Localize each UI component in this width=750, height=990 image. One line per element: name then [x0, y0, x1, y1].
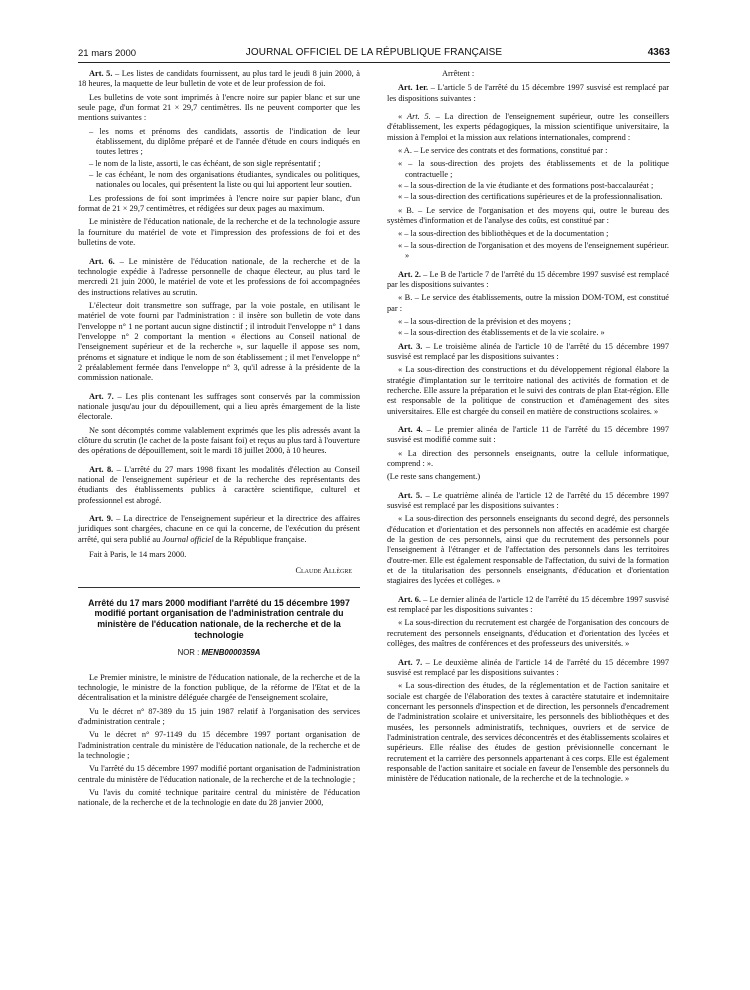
vu-decret-1987: Vu le décret n° 87-389 du 15 juin 1987 relatif à l'organisation des services d'administration centrale ;	[78, 706, 360, 726]
article-text: – Le deuxième alinéa de l'article 14 de l'arrêté du 15 décembre 1997 susvisé est remplacé par les dispositions suivantes :	[387, 657, 670, 677]
article-2-quote: « B. – Le service des établissements, outre la mission DOM-TOM, est constitué par :	[387, 293, 669, 313]
quote-mark: «	[398, 112, 407, 122]
article-label: Art. 7.	[89, 391, 114, 401]
list-item: « – la sous-direction des bibliothèques et de la documentation ;	[398, 229, 609, 239]
article-4	[387, 425, 669, 446]
service-b: « B. – Le service de l'organisation et des moyens qui, outre le bureau des systèmes d'information et de l'analyse des coûts, est constitué par :	[387, 205, 669, 226]
article-label: Art. 6.	[398, 594, 421, 604]
article-1-quote	[387, 112, 669, 143]
article-4-rest: (Le reste sans changement.)	[387, 472, 481, 482]
article-label: Art. 8.	[89, 464, 114, 474]
article-9	[78, 514, 360, 545]
arrete-title: Arrêté du 17 mars 2000 modifiant l'arrêté du 15 décembre 1997 modifié portant organisation de l'administration centrale du ministère de l'éducation nationale, de la recherche et de la technologie	[88, 597, 350, 640]
article-2-list	[387, 317, 669, 339]
service-a: « A. – Le service des contrats et des formations, constitué par :	[398, 146, 608, 156]
arretent: Arrêtent :	[442, 69, 475, 78]
article-3	[387, 342, 669, 363]
right-column	[387, 69, 669, 788]
article-text: – Le troisième alinéa de l'article 10 de l'arrêté du 15 décembre 1997 susvisé est remplacé par les dispositions suivantes :	[387, 341, 669, 361]
article-text: de la République française.	[213, 534, 307, 544]
article-label: Art. 7.	[398, 657, 423, 667]
article-4-quote: « La direction des personnels enseignants, outre la cellule informatique, comprend : ».	[387, 448, 669, 468]
nor-code: MENB0000359A	[201, 648, 261, 658]
fait-a-paris: Fait à Paris, le 14 mars 2000.	[89, 550, 187, 560]
article-text: – Le premier alinéa de l'article 11 de l'arrêté du 15 décembre 1997 susvisé est modifié comme suit :	[387, 424, 669, 445]
left-column	[78, 69, 360, 812]
article-text: – L'arrêté du 27 mars 1998 fixant les modalités d'élection au Conseil national de l'enseignement supérieur et de la recherche des représentants des étudiants des établissements publics à caractère scientifique, culturel et professionnel est abrogé.	[78, 464, 360, 505]
article-6-right	[387, 595, 669, 616]
article-label: Art. 6.	[89, 256, 115, 266]
paragraph-bulletins: Les bulletins de vote sont imprimés à l'encre noire sur papier blanc et sur une seule page, d'un format 21 × 29,7 centimètres. Ils ne peuvent comporter que les mentions suivantes :	[78, 92, 360, 123]
list-item: – les noms et prénoms des candidats, assortis de l'indication de leur établissement, du diplôme préparé et de l'année d'étude en cours indiqués en toutes lettres ;	[89, 126, 360, 157]
article-7	[78, 392, 360, 423]
article-1	[387, 83, 669, 104]
article-2	[387, 270, 669, 291]
signature: Claude Allègre	[295, 566, 352, 576]
list-item: « – la sous-direction des projets des établissements et de la politique contractuelle ;	[398, 159, 669, 179]
vu-arrete-1997: Vu l'arrêté du 15 décembre 1997 modifié portant organisation de l'administration centrale du ministère de l'éducation nationale, de la recherche et de la technologie ;	[78, 764, 360, 784]
article-label: Art. 2.	[398, 269, 422, 279]
header-page-number: 4363	[647, 47, 670, 58]
list-item: « – la sous-direction des établissements et de la vie scolaire. »	[398, 328, 605, 338]
article-text: – La directrice de l'enseignement supérieur et la directrice des affaires juridiques sont chargées, chacune en ce qui la concerne, de l'exécution du présent arrêté, qui sera publié au	[78, 514, 360, 544]
article-3-quote: « La sous-direction des constructions et du développement régional élabore la stratégie d'implantation sur le territoire national des activités de formation et de recherche. Elle assure la préparation et le suivi des contrats de plan Etat-région. Elle est responsable de la politique de construction et d'aménagement des sites universitaires. Elle est chargée du conseil en matière de constructions scolaires. »	[387, 365, 669, 416]
article-label: Art. 3.	[398, 341, 423, 351]
separator-line	[78, 587, 360, 588]
list-item: – le cas échéant, le nom des organisations étudiantes, syndicales ou politiques, nationales ou locales, qui présentent la liste ou qui lui apportent leur soutien.	[89, 170, 360, 190]
service-a-list	[387, 159, 669, 202]
paragraph-electeur: L'électeur doit transmettre son suffrage, par la voie postale, en utilisant le matériel de vote fourni par l'administration : il insère son bulletin de vote dans l'enveloppe n° 1 ne portant aucun signe distinctif ; il introduit l'enveloppe n° 1 dans l'enveloppe n° 2 comportant la mention « élections au Conseil national de l'enseignement supérieur et de la recherche », sur laquelle il appose ses nom, prénoms et signature et indique le nom de son établissement ; il met l'enveloppe n° 2 préalablement fermée dans l'enveloppe n° 3, qu'il adresse à la présidente de la commission nationale.	[78, 300, 360, 383]
quote-text: – La direction de l'enseignement supérieur, outre les conseillers d'établissement, les experts pédagogiques, la mission scientifique universitaire, la mission à l'emploi et la mission aux relations internationales, comprend :	[387, 112, 669, 142]
header-journal-title: JOURNAL OFFICIEL DE LA RÉPUBLIQUE FRANÇAISE	[245, 47, 503, 58]
list-item: « – la sous-direction de l'organisation et des moyens de l'enseignement supérieur. »	[398, 240, 669, 261]
article-5-quote: « La sous-direction des personnels enseignants du second degré, des personnels d'éducation et d'orientation et des personnels non affectés en académie est chargée de la gestion de ces personnels, ainsi que du recrutement des personnels pour l'enseignement à l'étranger et de l'affectation des personnels dans les territoires d'outre-mer. Elle est également responsable de l'affectation, du suivi de la formation et de la titularisation des personnels enseignants, d'éducation et d'orientation stagiaires des lycées et collèges. »	[387, 514, 669, 586]
article-label: Art. 5.	[89, 69, 113, 78]
nor-label: NOR :	[177, 648, 202, 658]
article-text: – Le quatrième alinéa de l'article 12 de l'arrêté du 15 décembre 1997 susvisé est remplacé par les dispositions suivantes :	[387, 490, 670, 511]
nor-reference	[78, 648, 360, 658]
header-date: 21 mars 2000	[78, 48, 137, 59]
article-text: – L'article 5 de l'arrêté du 15 décembre 1997 susvisé est remplacé par les dispositions suivantes :	[387, 83, 669, 103]
page-header	[78, 46, 670, 63]
paragraph-professions: Les professions de foi sont imprimées à l'encre noire sur papier blanc, d'un format de 21 × 29,7 centimètres, et rédigées sur deux pages au maximum.	[78, 193, 360, 214]
article-5	[78, 69, 360, 90]
article-text: – Le ministère de l'éducation nationale, de la recherche et de la technologie expédie à l'adresse personnelle de chaque électeur, au plus tard le mercredi 21 juin 2000, le matériel de vote et les professions de foi accompagnées des instructions relatives au scrutin.	[78, 256, 361, 297]
service-b-list	[387, 229, 669, 261]
article-6-quote: « La sous-direction du recrutement est chargée de l'organisation des concours de recrutement des personnels enseignants, d'éducation et d'orientation des lycées et collèges, des maîtres de conférences et des professeurs des universités. »	[387, 618, 669, 649]
article-label: Art. 1er.	[398, 83, 429, 93]
article-text: – Les listes de candidats fournissent, au plus tard le jeudi 8 juin 2000, à 18 heures, la maquette de leur bulletin de vote et de leur profession de foi.	[78, 69, 360, 89]
list-item: « – la sous-direction des certifications supérieures et de la professionnalisation.	[398, 192, 663, 202]
article-label: Art. 5.	[398, 490, 423, 500]
list-item: – le nom de la liste, assorti, le cas échéant, de son sigle représentatif ;	[89, 158, 321, 168]
article-5-right	[387, 491, 669, 512]
vu-decret-1997: Vu le décret n° 97-1149 du 15 décembre 1997 portant organisation de l'administration centrale du ministère de l'éducation nationale, de la recherche et de la technologie ;	[78, 730, 360, 760]
article-text: – Le B de l'article 7 de l'arrêté du 15 décembre 1997 susvisé est remplacé par les dispositions suivantes :	[387, 269, 670, 289]
article-text: – Le dernier alinéa de l'article 12 de l'arrêté du 15 décembre 1997 susvisé est remplacé par les dispositions suivantes :	[387, 594, 669, 615]
list-item: « – la sous-direction de la prévision et des moyens ;	[398, 316, 571, 326]
article-6	[78, 257, 360, 298]
quote-article-label: Art. 5.	[406, 112, 431, 122]
paragraph-decomptes: Ne sont décomptés comme valablement exprimés que les plis adressés avant la clôture du scrutin (le cachet de la poste faisant foi) et reçus au plus tard à l'ouverture des opérations de dépouillement, soit le mardi 18 juillet 2000, à 10 heures.	[78, 425, 360, 456]
article-8	[78, 465, 360, 506]
journal-officiel-italic: Journal officiel	[162, 534, 214, 544]
mentions-list	[78, 127, 360, 191]
article-7-quote: « La sous-direction des études, de la réglementation et de l'action sanitaire et sociale est chargée de l'élaboration des textes à caractère statutaire et indemnitaire concernant les personnels d'inspection et de direction, les personnels d'encadrement de l'administration scolaire et universitaire, les personnels des bibliothèques et des musées, les personnels administratifs, techniques, ouvriers et de service de l'administration centrale, des services déconcentrés et des établissements scolaires et supérieurs. Elle réalise des études de gestion prévisionnelle concernant le recrutement et la carrière des personnels appartenant à ces corps. Elle est également responsable de l'action sanitaire et sociale en faveur de l'ensemble des personnels du ministère de l'éducation nationale, de la recherche et de la technologie. »	[387, 681, 669, 784]
article-text: – Les plis contenant les suffrages sont conservés par la commission nationale jusqu'au jour du dépouillement, qui a lieu après émargement de la liste électorale.	[78, 391, 361, 422]
article-7-right	[387, 658, 669, 679]
paragraph-premier-ministre: Le Premier ministre, le ministre de l'éducation nationale, de la recherche et de la technologie, le ministre de la fonction publique, de la réforme de l'Etat et de la décentralisation et la ministre déléguée chargée de l'enseignement scolaire,	[78, 672, 360, 703]
list-item: « – la sous-direction de la vie étudiante et des formations post-baccalauréat ;	[398, 181, 654, 191]
article-label: Art. 9.	[89, 514, 113, 524]
vu-avis-comite: Vu l'avis du comité technique paritaire central du ministère de l'éducation nationale, de la recherche et de la technologie en date du 28 janvier 2000,	[78, 787, 360, 808]
article-label: Art. 4.	[398, 424, 423, 434]
paragraph-ministere: Le ministère de l'éducation nationale, de la recherche et de la technologie assure la fourniture du matériel de vote et l'impression des professions de foi et des bulletins de vote.	[78, 217, 360, 248]
